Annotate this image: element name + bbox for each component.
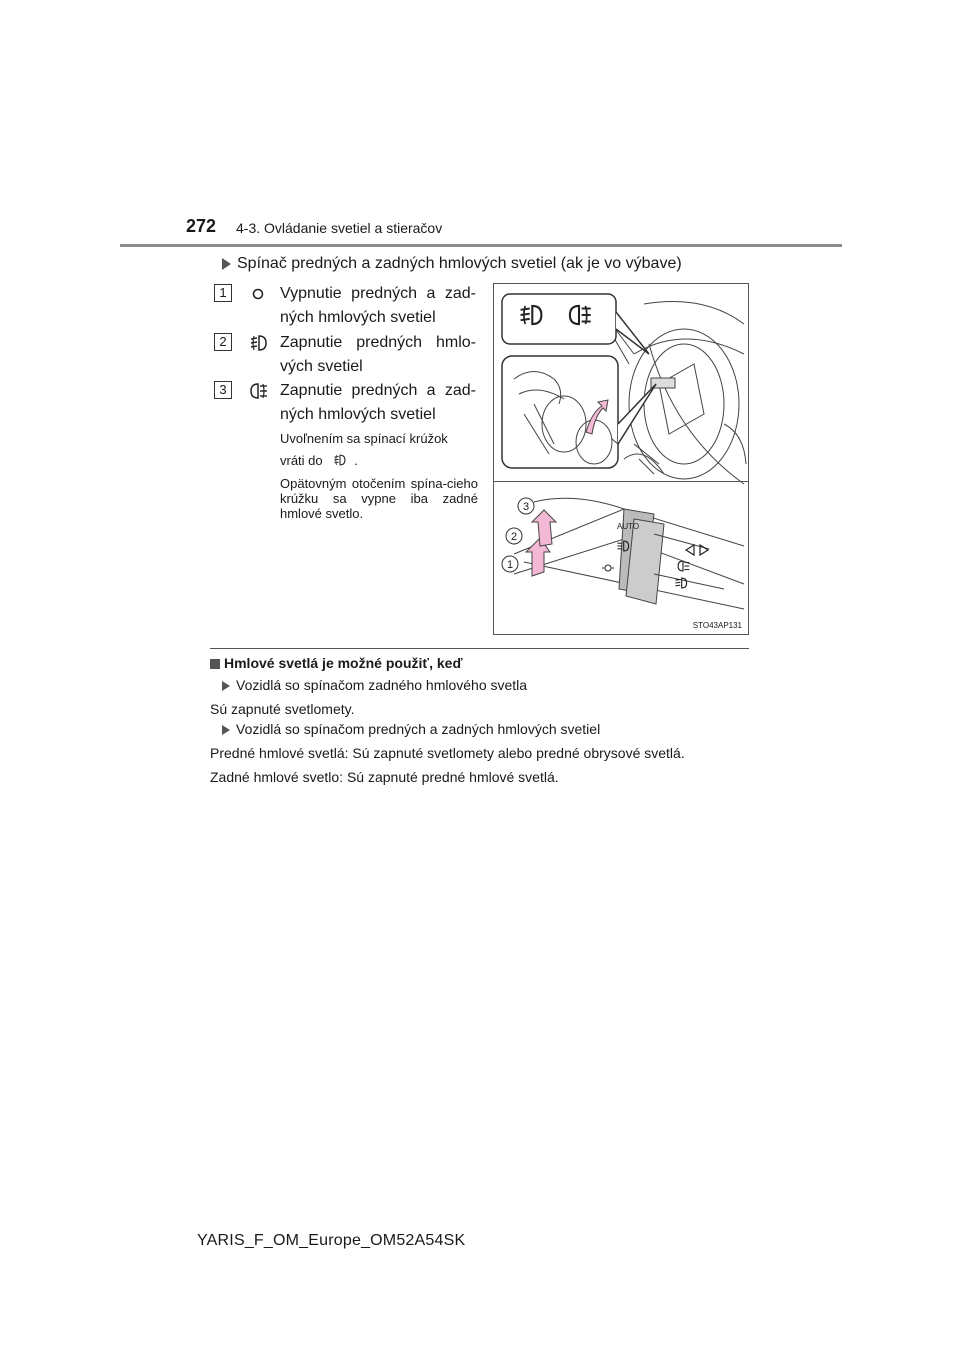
square-bullet-icon bbox=[210, 659, 220, 669]
note-release bbox=[280, 428, 478, 472]
callout-3: 3 bbox=[522, 501, 530, 513]
section-title: 4-3. Ovládanie svetiel a stieračov bbox=[236, 220, 443, 236]
rear-fog-light-icon bbox=[248, 381, 270, 401]
callout-1: 1 bbox=[506, 559, 514, 571]
callout-2: 2 bbox=[510, 531, 518, 543]
subheading bbox=[222, 255, 682, 273]
item-text: Zapnutie predných hmlo-vých svetiel bbox=[280, 334, 476, 375]
switch-illustration bbox=[493, 283, 749, 635]
auto-label: AUTO bbox=[617, 522, 640, 531]
section-text-3: Zadné hmlové svetlo: Sú zapnuté predné hmlové svetlá. bbox=[210, 769, 559, 785]
rear-fog-light-icon bbox=[678, 561, 689, 571]
illustration-drawing bbox=[494, 284, 748, 634]
figure-divider bbox=[494, 481, 748, 482]
note-rotate-again: Opätovným otočením spína-cieho krúžku sa vypne iba zadné hmlové svetlo. bbox=[280, 476, 478, 521]
triangle-bullet-icon bbox=[222, 258, 231, 270]
note-line-2: vráti do . bbox=[280, 453, 358, 468]
turn-signal-icon bbox=[686, 545, 708, 555]
section-heading: Hmlové svetlá je možné použiť, keď bbox=[210, 655, 463, 671]
section-rule bbox=[210, 648, 749, 649]
item-number: 3 bbox=[214, 381, 232, 399]
section-text-1: Sú zapnuté svetlomety. bbox=[210, 701, 355, 717]
page-number: 272 bbox=[186, 216, 217, 236]
footer-doc-id: YARIS_F_OM_Europe_OM52A54SK bbox=[197, 1232, 466, 1249]
item-number: 1 bbox=[214, 284, 232, 302]
figure-code: STO43AP131 bbox=[692, 621, 742, 630]
item-text: Zapnutie predných a zad-ných hmlových svetiel bbox=[280, 382, 476, 423]
item-number: 2 bbox=[214, 333, 232, 351]
front-fog-light-icon bbox=[332, 453, 348, 467]
section-bullet-1: Vozidlá so spínačom zadného hmlového svetla bbox=[222, 677, 527, 693]
section-text-2: Predné hmlové svetlá: Sú zapnuté svetlomety alebo predné obrysové svetlá. bbox=[210, 745, 685, 761]
section-bullet-2: Vozidlá so spínačom predných a zadných hmlových svetiel bbox=[222, 721, 600, 737]
header-rule bbox=[120, 244, 842, 247]
front-fog-light-icon bbox=[248, 333, 270, 353]
parking-light-icon bbox=[602, 565, 614, 571]
note-line-1: Uvoľnením sa spínací krúžok bbox=[280, 431, 448, 446]
triangle-bullet-icon bbox=[222, 681, 230, 691]
subheading-text: Spínač predných a zadných hmlových svetiel (ak je vo výbave) bbox=[237, 255, 682, 272]
triangle-bullet-icon bbox=[222, 725, 230, 735]
off-circle-icon bbox=[248, 284, 270, 304]
item-text: Vypnutie predných a zad-ných hmlových svetiel bbox=[280, 285, 476, 326]
